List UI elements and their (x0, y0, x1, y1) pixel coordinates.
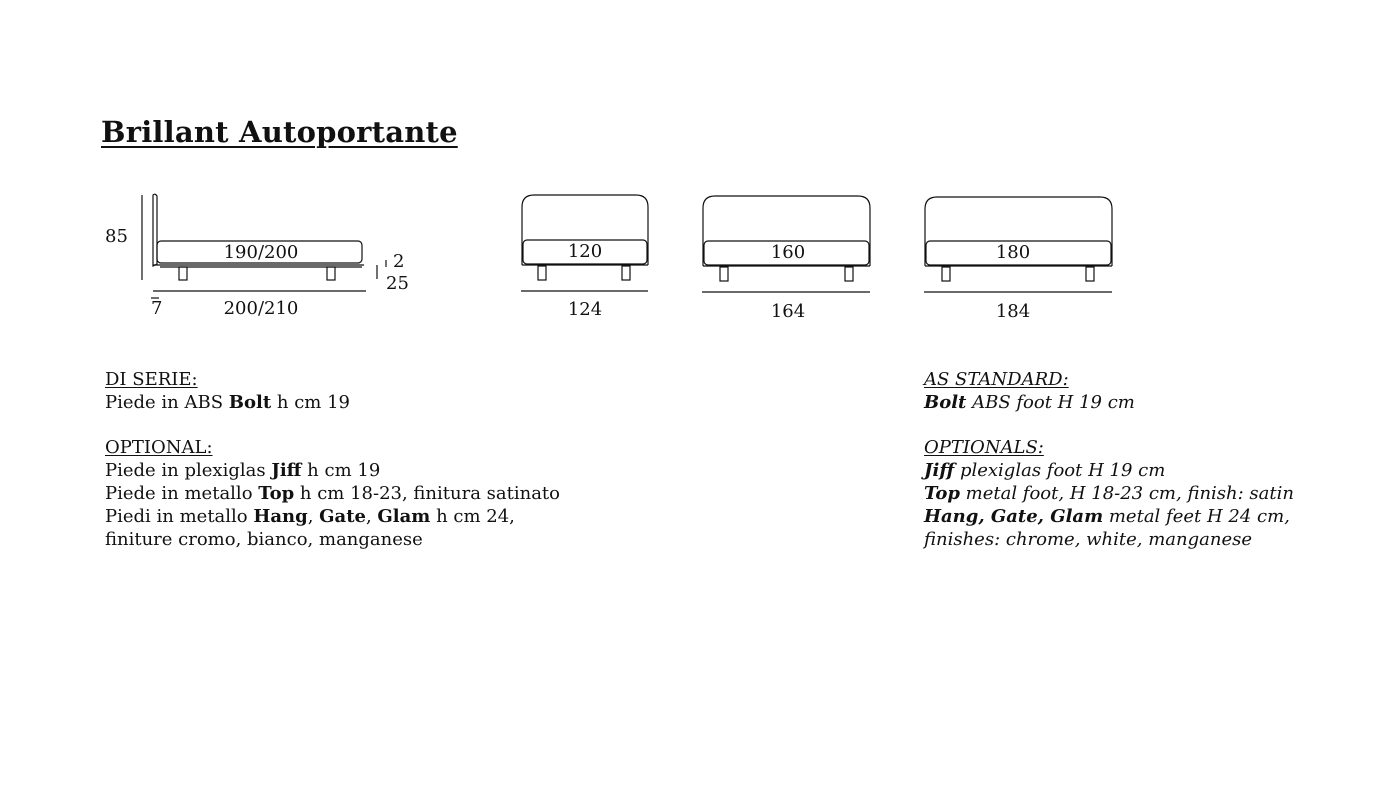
text-segment: Piede in ABS (105, 391, 229, 413)
model-name: Glam (377, 505, 431, 527)
text-segment: Piedi in metallo (105, 505, 254, 527)
text-segment: , (365, 505, 378, 527)
page-title: Brillant Autoportante (101, 115, 458, 149)
optional-line-it-2 (105, 483, 560, 506)
standard-line-it (105, 392, 560, 415)
top-gap-label: 2 (393, 251, 405, 272)
width-label-184: 184 (995, 301, 1031, 322)
model-name: Jiff (271, 460, 302, 482)
text-segment: ABS foot H 19 cm (966, 391, 1135, 413)
model-name: Hang, Gate, Glam (924, 505, 1104, 527)
length-label: 200/210 (223, 298, 299, 319)
mattress-length-label: 190/200 (223, 242, 299, 263)
mattress-width-label-120: 120 (567, 241, 603, 262)
model-name: Jiff (924, 460, 955, 482)
foot-height-label: 25 (386, 273, 409, 294)
english-specifications (924, 369, 1294, 551)
text-segment: plexiglas foot H 19 cm (954, 460, 1166, 482)
optional-heading-en: OPTIONALS: (924, 437, 1044, 459)
optional-line-it-3 (105, 506, 560, 529)
text-segment: metal feet H 24 cm, (1103, 505, 1290, 527)
model-name: Bolt (924, 391, 967, 413)
standard-heading-en: AS STANDARD: (924, 369, 1069, 390)
mattress-width-label-180: 180 (995, 242, 1031, 263)
foot-side-1 (179, 267, 187, 280)
standard-heading-it: DI SERIE: (105, 369, 198, 390)
mattress-width-label-160: 160 (770, 242, 806, 263)
model-name: Top (258, 482, 295, 504)
text-segment: h cm 19 (301, 460, 381, 482)
optional-heading-it: OPTIONAL: (105, 437, 213, 459)
headboard-depth-label: 7 (151, 298, 163, 319)
text-segment: h cm 24, (430, 505, 515, 527)
text-segment: h cm 18-23, finitura satinato (294, 482, 561, 504)
model-name: Hang (253, 505, 308, 527)
model-name: Bolt (228, 391, 272, 413)
width-label-164: 164 (770, 301, 806, 322)
optional-line-en-3 (924, 506, 1294, 529)
standard-line-en (924, 392, 1294, 415)
optional-line-en-1 (924, 460, 1294, 483)
optional-line-it-4: finiture cromo, bianco, manganese (105, 528, 423, 550)
model-name: Top (924, 482, 960, 504)
text-segment: , (307, 505, 320, 527)
optional-line-it-1 (105, 460, 560, 483)
text-segment: Piede in metallo (105, 482, 259, 504)
italian-specifications (105, 369, 560, 551)
text-segment: Piede in plexiglas (105, 460, 272, 482)
optional-line-en-2 (924, 483, 1294, 506)
width-label-124: 124 (567, 299, 603, 320)
height-label: 85 (105, 226, 128, 247)
foot-side-2 (327, 267, 335, 280)
text-segment: metal foot, H 18-23 cm, finish: satin (959, 482, 1294, 504)
model-name: Gate (319, 505, 366, 527)
text-segment: h cm 19 (271, 391, 350, 413)
optional-line-en-4: finishes: chrome, white, manganese (924, 528, 1253, 550)
